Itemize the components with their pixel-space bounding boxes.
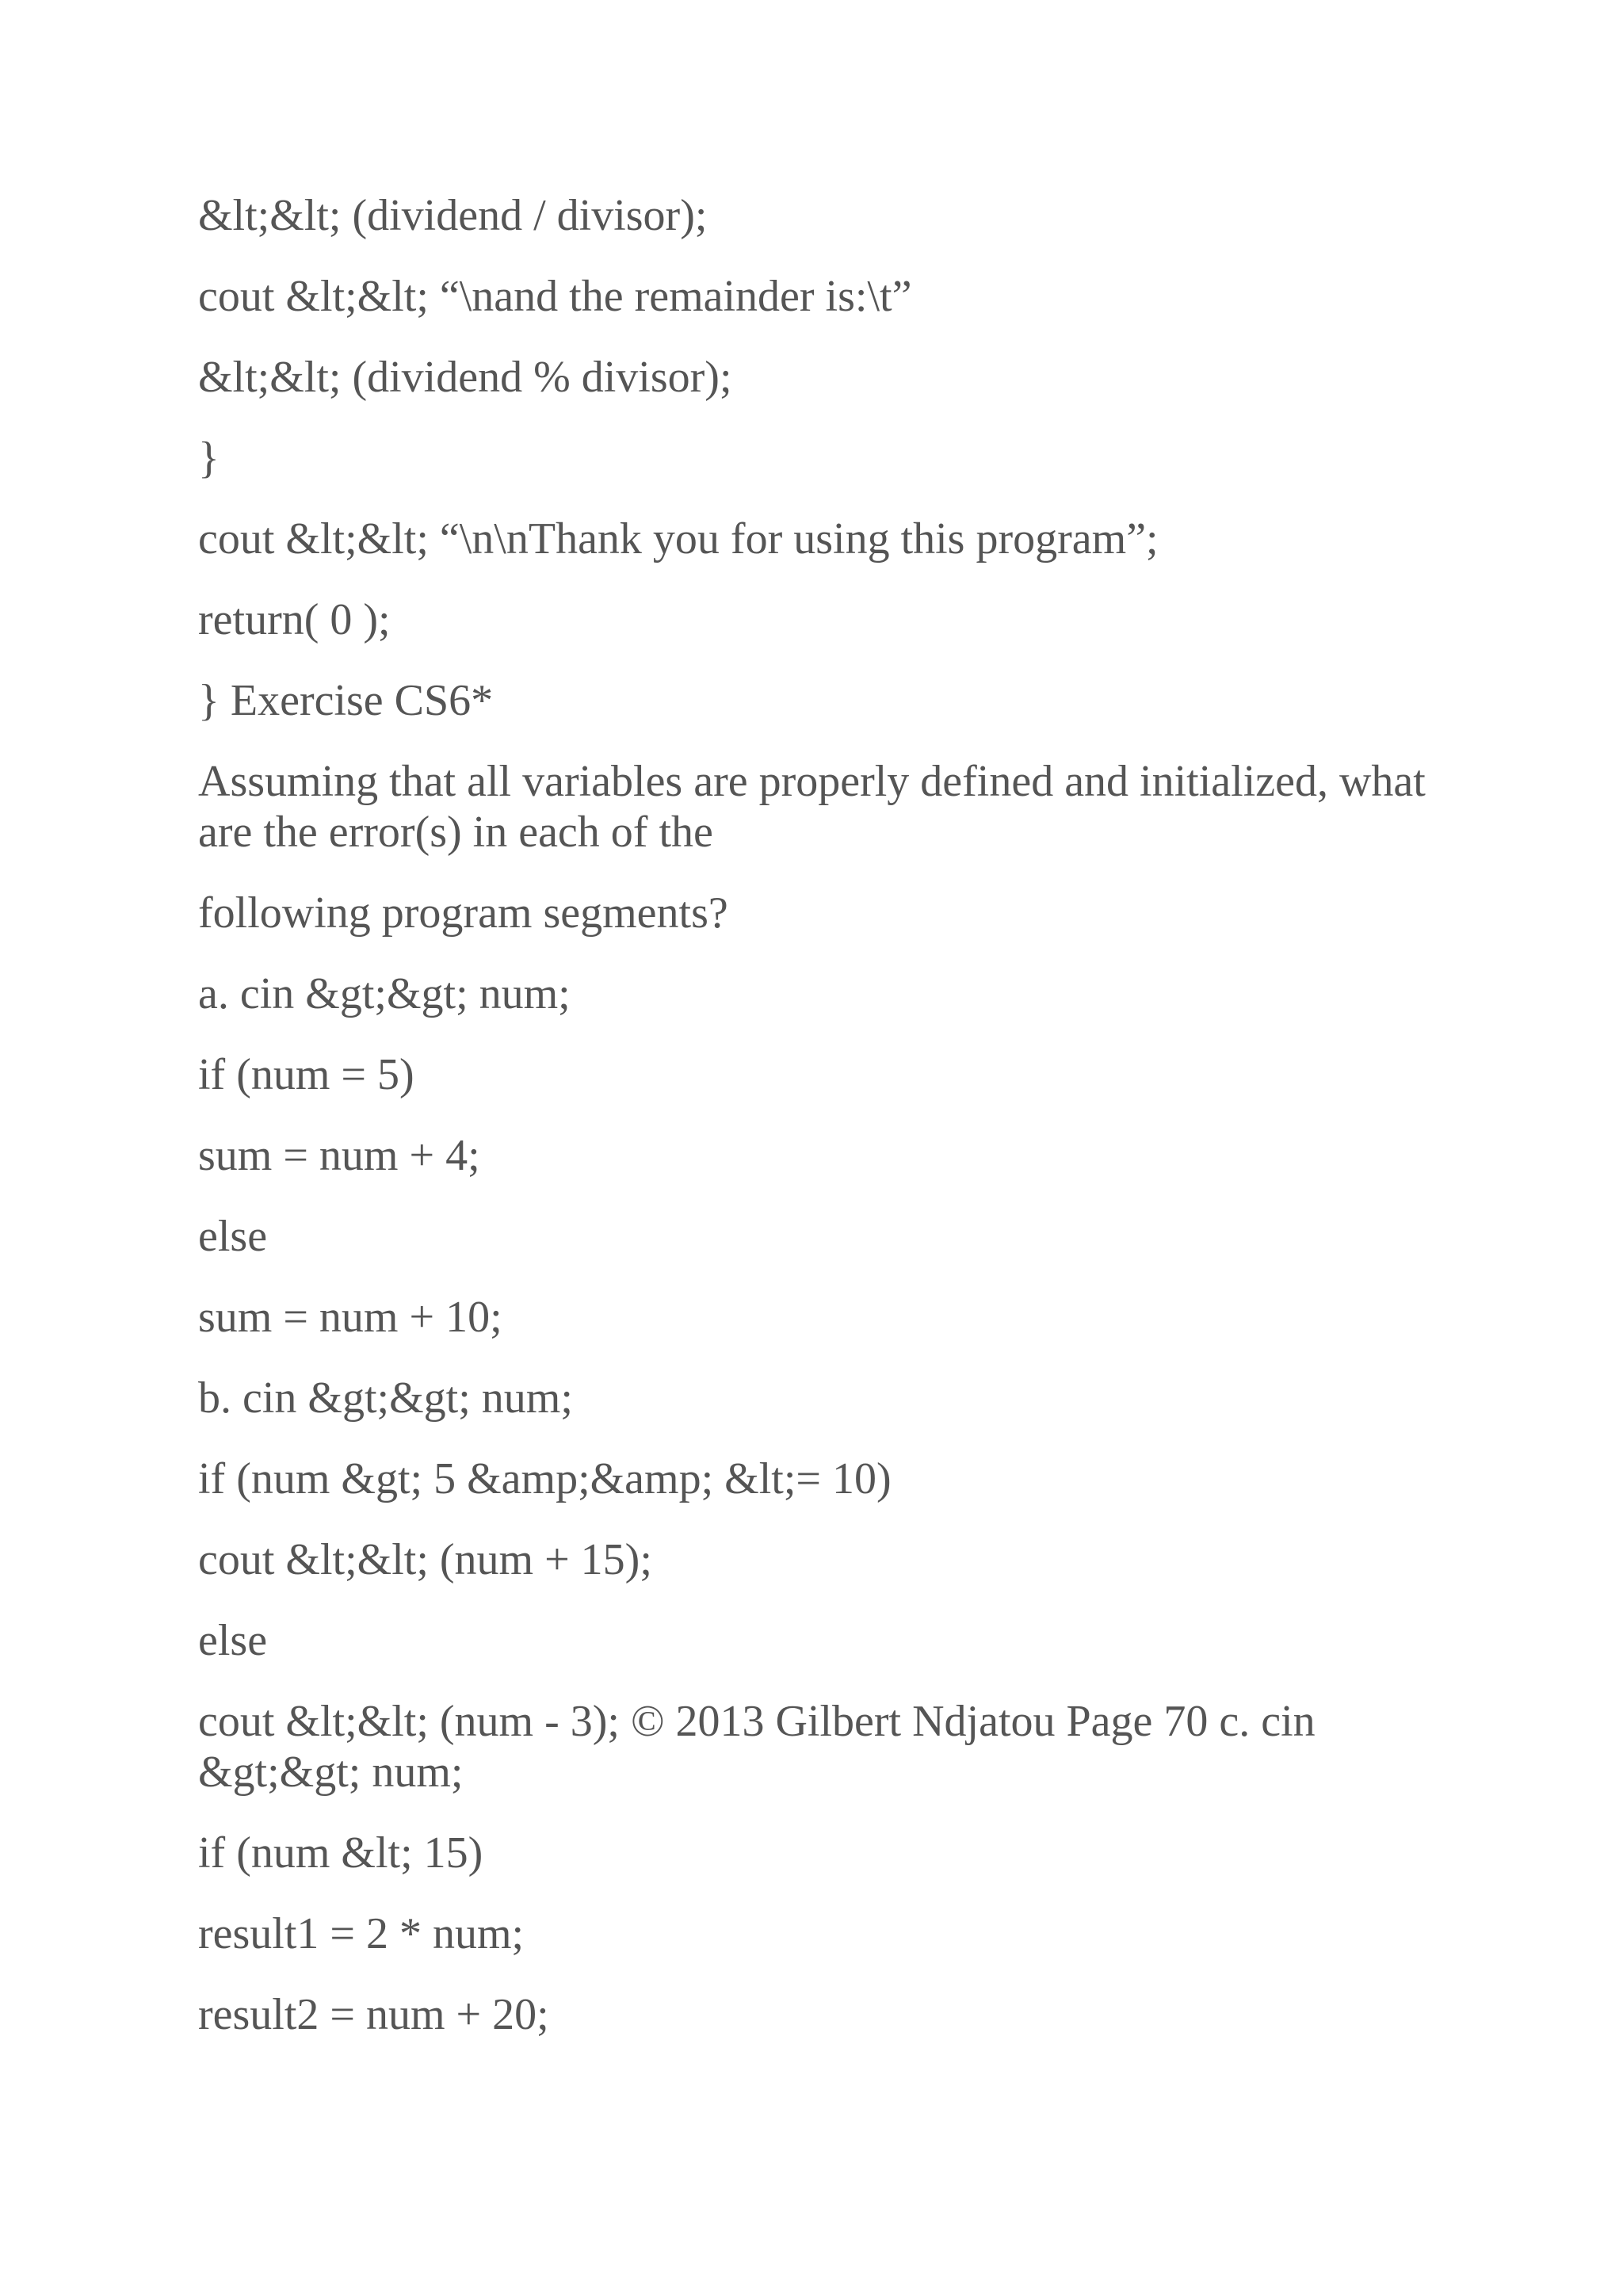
exercise-question: Assuming that all variables are properly defined and initialized, what are the error(s) in each of the [198,757,1437,857]
exercise-question-continued: following program segments? [198,888,728,938]
segment-b-line: else [198,1616,268,1665]
segment-c-line: result1 = 2 * num; [198,1909,525,1958]
segment-b-line: if (num &gt; 5 &amp;&amp; &lt;= 10) [198,1454,892,1503]
code-line: &lt;&lt; (dividend / divisor); [198,191,708,240]
segment-b-line: cout &lt;&lt; (num + 15); [198,1535,652,1584]
exercise-heading-line: } Exercise CS6* [198,676,494,725]
segment-c-line: result2 = num + 20; [198,1990,549,2039]
segment-c-line: if (num &lt; 15) [198,1828,483,1878]
code-line: cout &lt;&lt; “\n\nThank you for using this program”; [198,514,1159,563]
code-line: cout &lt;&lt; “\nand the remainder is:\t” [198,272,912,321]
code-line: return( 0 ); [198,595,391,644]
code-line: } [198,434,220,483]
segment-a-line: if (num = 5) [198,1050,414,1099]
segment-a-line: else [198,1212,268,1261]
segment-a-line: sum = num + 4; [198,1131,480,1180]
document-body [198,190,1437,2070]
segment-a-line: sum = num + 10; [198,1293,502,1342]
segment-a-line: a. cin &gt;&gt; num; [198,969,571,1018]
segment-b-footer-line: cout &lt;&lt; (num - 3); © 2013 Gilbert Ndjatou Page 70 c. cin &gt;&gt; num; [198,1697,1327,1797]
segment-b-line: b. cin &gt;&gt; num; [198,1373,573,1423]
code-line: &lt;&lt; (dividend % divisor); [198,353,732,402]
